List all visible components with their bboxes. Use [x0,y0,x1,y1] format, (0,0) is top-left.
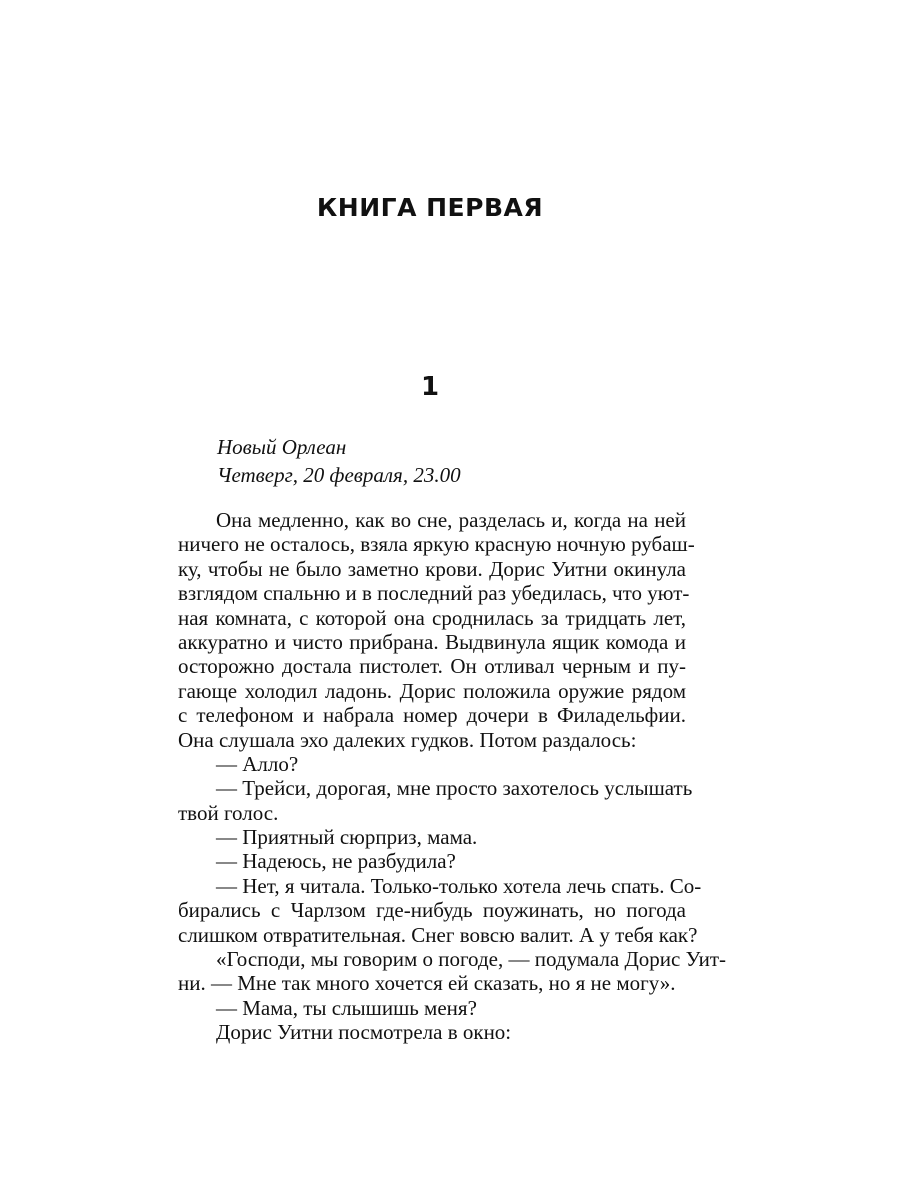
text-line: твой голос. [178,800,279,825]
text-line: осторожно достала пистолет. Он отливал черным и пу- [178,654,686,679]
dateline-place: Новый Орлеан [217,435,347,459]
dateline-datetime: Четверг, 20 февраля, 23.00 [217,463,461,487]
dateline [217,433,461,489]
text-line: Дорис Уитни посмотрела в окно: [216,1020,512,1045]
body-text [178,508,727,1045]
text-line: взглядом спальню и в последний раз убедилась, что уют- [178,581,690,606]
text-line: — Нет, я читала. Только-только хотела лечь спать. Со- [216,873,702,898]
text-line: гающе холодил ладонь. Дорис положила оружие рядом [178,678,686,703]
text-line: ку, чтобы не было заметно крови. Дорис Уитни окинула [178,556,686,581]
text-line: Она медленно, как во сне, разделась и, когда на ней [216,508,686,532]
text-line: — Мама, ты слышишь меня? [216,995,477,1020]
text-line: — Алло? [216,751,299,776]
text-line: с телефоном и набрала номер дочери в Филадельфии. [178,703,686,728]
chapter-number: 1 [420,372,440,402]
text-line: — Надеюсь, не разбудила? [216,849,456,874]
text-line: «Господи, мы говорим о погоде, — подумала Дорис Уит- [216,947,727,972]
text-line: ничего не осталось, взяла яркую красную ночную рубаш- [178,532,695,557]
text-line: бирались с Чарлзом где-нибудь поужинать, но погода [178,898,686,923]
text-line: ни. — Мне так много хочется ей сказать, но я не могу». [178,971,676,996]
text-line: слишком отвратительная. Снег вовсю валит. А у тебя как? [178,922,698,947]
text-line: — Приятный сюрприз, мама. [216,825,478,850]
text-line: Она слушала эхо далеких гудков. Потом раздалось: [178,727,637,752]
text-line: — Трейси, дорогая, мне просто захотелось услышать [216,776,693,801]
book-title: КНИГА ПЕРВАЯ [316,193,544,222]
text-line: аккуратно и чисто прибрана. Выдвинула ящик комода и [178,629,686,654]
text-line: ная комната, с которой она сроднилась за тридцать лет, [178,605,686,630]
